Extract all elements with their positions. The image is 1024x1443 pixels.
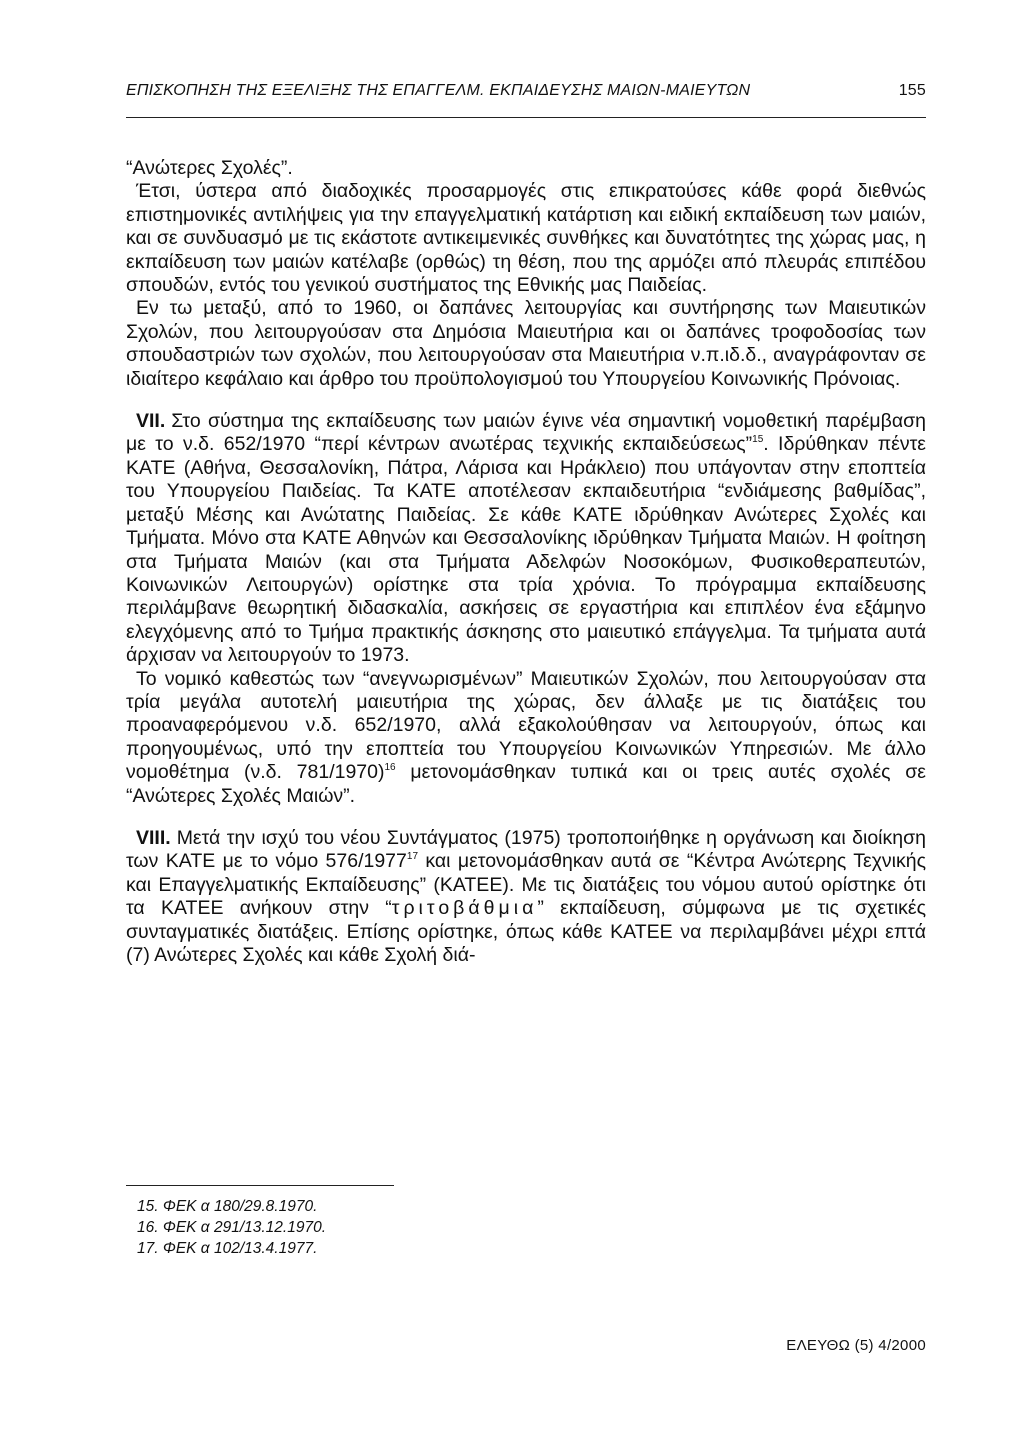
section-viii-text-b: και μετονομάσθηκαν αυτά σε “Κέντρα Ανώτερης Τεχνικής και Επαγγελματικής Εκπαίδευσης” (ΚΑΤΕΕ). Με τις διατάξεις του νόμου αυτού ορίστηκε ότι τα ΚΑΤΕΕ ανήκουν στην “ bbox=[126, 850, 926, 920]
body-text bbox=[126, 157, 926, 967]
running-header bbox=[126, 82, 926, 108]
footnote-ref-17[interactable]: 17 bbox=[406, 851, 419, 863]
section-number: VIII. bbox=[136, 826, 171, 849]
paragraph-2: Έτσι, ύστερα από διαδοχικές προσαρμογές στις επικρατούσες κάθε φορά διεθνώς επιστημονικές αντιλήψεις για την επαγγελματική κατάρτιση και ειδική εκπαίδευση των μαιών, και σε συνδυασμό με τις εκάστοτε αντικειμενικές συνθήκες και δυνατότητες της χώρας μας, η εκπαίδευση των μαιών κατέλαβε (ορθώς) τη θέση, που της αρμόζει από πλευράς επιπέδου σπουδών, εντός του γενικού συστήματος της Εθνικής μας Παιδείας. bbox=[126, 180, 926, 297]
footnote-rule bbox=[126, 1185, 394, 1186]
header-rule bbox=[126, 117, 926, 118]
section-viii-text-c: ” εκπαίδευση, σύμφωνα με τις σχετικές συνταγματικές διατάξεις. Επίσης ορίστηκε, όπως κάθε ΚΑΤΕΕ να περιλαμβάνει μέχρι επτά (7) Ανώτερες Σχολές και κάθε Σχολή διά- bbox=[126, 897, 926, 966]
footnote-ref-16[interactable]: 16 bbox=[384, 762, 396, 774]
paragraph-1: “Ανώτερες Σχολές”. bbox=[126, 157, 293, 179]
section-number: VII. bbox=[136, 410, 166, 433]
paragraph-5-text-b: μετονομάσθηκαν τυπικά και οι τρεις αυτές σχολές σε “Ανώτερες Σχολές Μαιών”. bbox=[126, 761, 926, 807]
paragraph-5 bbox=[126, 668, 926, 808]
footnote-15: 15. ΦΕΚ α 180/29.8.1970. bbox=[137, 1198, 318, 1215]
footnote-ref-15[interactable]: 15 bbox=[752, 434, 764, 446]
footnote-16: 16. ΦΕΚ α 291/13.12.1970. bbox=[137, 1219, 327, 1236]
section-viii bbox=[126, 827, 926, 967]
section-viii-text-a: Μετά την ισχύ του νέου Συντάγματος (1975) τροποποιήθηκε η οργάνωση και διοίκηση των ΚΑΤΕ με το νόμο 576/1977 bbox=[126, 826, 926, 873]
journal-issue: ΕΛΕΥΘΩ (5) 4/2000 bbox=[786, 1337, 926, 1354]
footnotes bbox=[137, 1196, 537, 1259]
running-title: ΕΠΙΣΚΟΠΗΣΗ ΤΗΣ ΕΞΕΛΙΞΗΣ ΤΗΣ ΕΠΑΓΓΕΛΜ. ΕΚΠΑΙΔΕΥΣΗΣ ΜΑΙΩΝ-ΜΑΙΕΥΤΩΝ bbox=[126, 82, 751, 99]
emphasized-term: τριτοβάθμια bbox=[391, 897, 538, 920]
page-number: 155 bbox=[898, 82, 926, 99]
footnote-17: 17. ΦΕΚ α 102/13.4.1977. bbox=[137, 1240, 318, 1257]
section-vii bbox=[126, 410, 926, 667]
section-vii-text-b: . Ιδρύθηκαν πέντε ΚΑΤΕ (Αθήνα, Θεσσαλονίκη, Πάτρα, Λάρισα και Ηράκλειο) που υπάγονταν στην εποπτεία του Υπουργείου Παιδείας. Τα ΚΑΤΕ αποτέλεσαν εκπαιδευτήρια “ενδιάμεσης βαθμίδας”, μεταξύ Μέσης και Ανώτατης Παιδείας. Σε κάθε ΚΑΤΕ ιδρύθηκαν Ανώτερες Σχολές και Τμήματα. Μόνο στα ΚΑΤΕ Αθηνών και Θεσσαλονίκης ιδρύθηκαν Τμήματα Μαιών. Η φοίτηση στα Τμήματα Μαιών (και στα Τμήματα Αδελφών Νοσοκόμων, Φυσικοθεραπευτών, Κοινωνικών Λειτουργών) ορίστηκε στα τρία χρόνια. Το πρόγραμμα εκπαίδευσης περιλάμβανε θεωρητική διδασκαλία, ασκήσεις σε εργαστήρια και επιπλέον ένα εξάμηνο ελεγχόμενης από το Τμήμα πρακτικής άσκησης στο μαιευτικό επάγγελμα. Τα τμήματα αυτά άρχισαν να λειτουργούν το 1973. bbox=[126, 433, 926, 667]
paragraph-3: Εν τω μεταξύ, από το 1960, οι δαπάνες λειτουργίας και συντήρησης των Μαιευτικών Σχολών, που λειτουργούσαν στα Δημόσια Μαιευτήρια και οι δαπάνες τροφοδοσίας των σπουδαστριών των σχολών, που λειτουργούσαν στα Μαιευτήρια ν.π.ιδ.δ., αναγράφονταν σε ιδιαίτερο κεφάλαιο και άρθρο του προϋπολογισμού του Υπουργείου Κοινωνικής Πρόνοιας. bbox=[126, 297, 926, 390]
paragraph-5-text-a: Το νομικό καθεστώς των “ανεγνωρισμένων” Μαιευτικών Σχολών, που λειτουργούσαν στα τρία μεγάλα αυτοτελή μαιευτήρια της χώρας, δεν άλλαξε με τις διατάξεις του προαναφερόμενου ν.δ. 652/1970, αλλά εξακολούθησαν να λειτουργούν, όπως και προηγουμένως, υπό την εποπτεία του Υπουργείου Κοινωνικών Υπηρεσιών. Με άλλο νομοθέτημα (ν.δ. 781/1970) bbox=[126, 667, 926, 784]
section-vii-text-a: Στο σύστημα της εκπαίδευσης των μαιών έγινε νέα σημαντική νομοθετική παρέμβαση με το ν.δ. 652/1970 “περί κέντρων ανωτέρας τεχνικής εκπαιδεύσεως” bbox=[126, 410, 926, 456]
